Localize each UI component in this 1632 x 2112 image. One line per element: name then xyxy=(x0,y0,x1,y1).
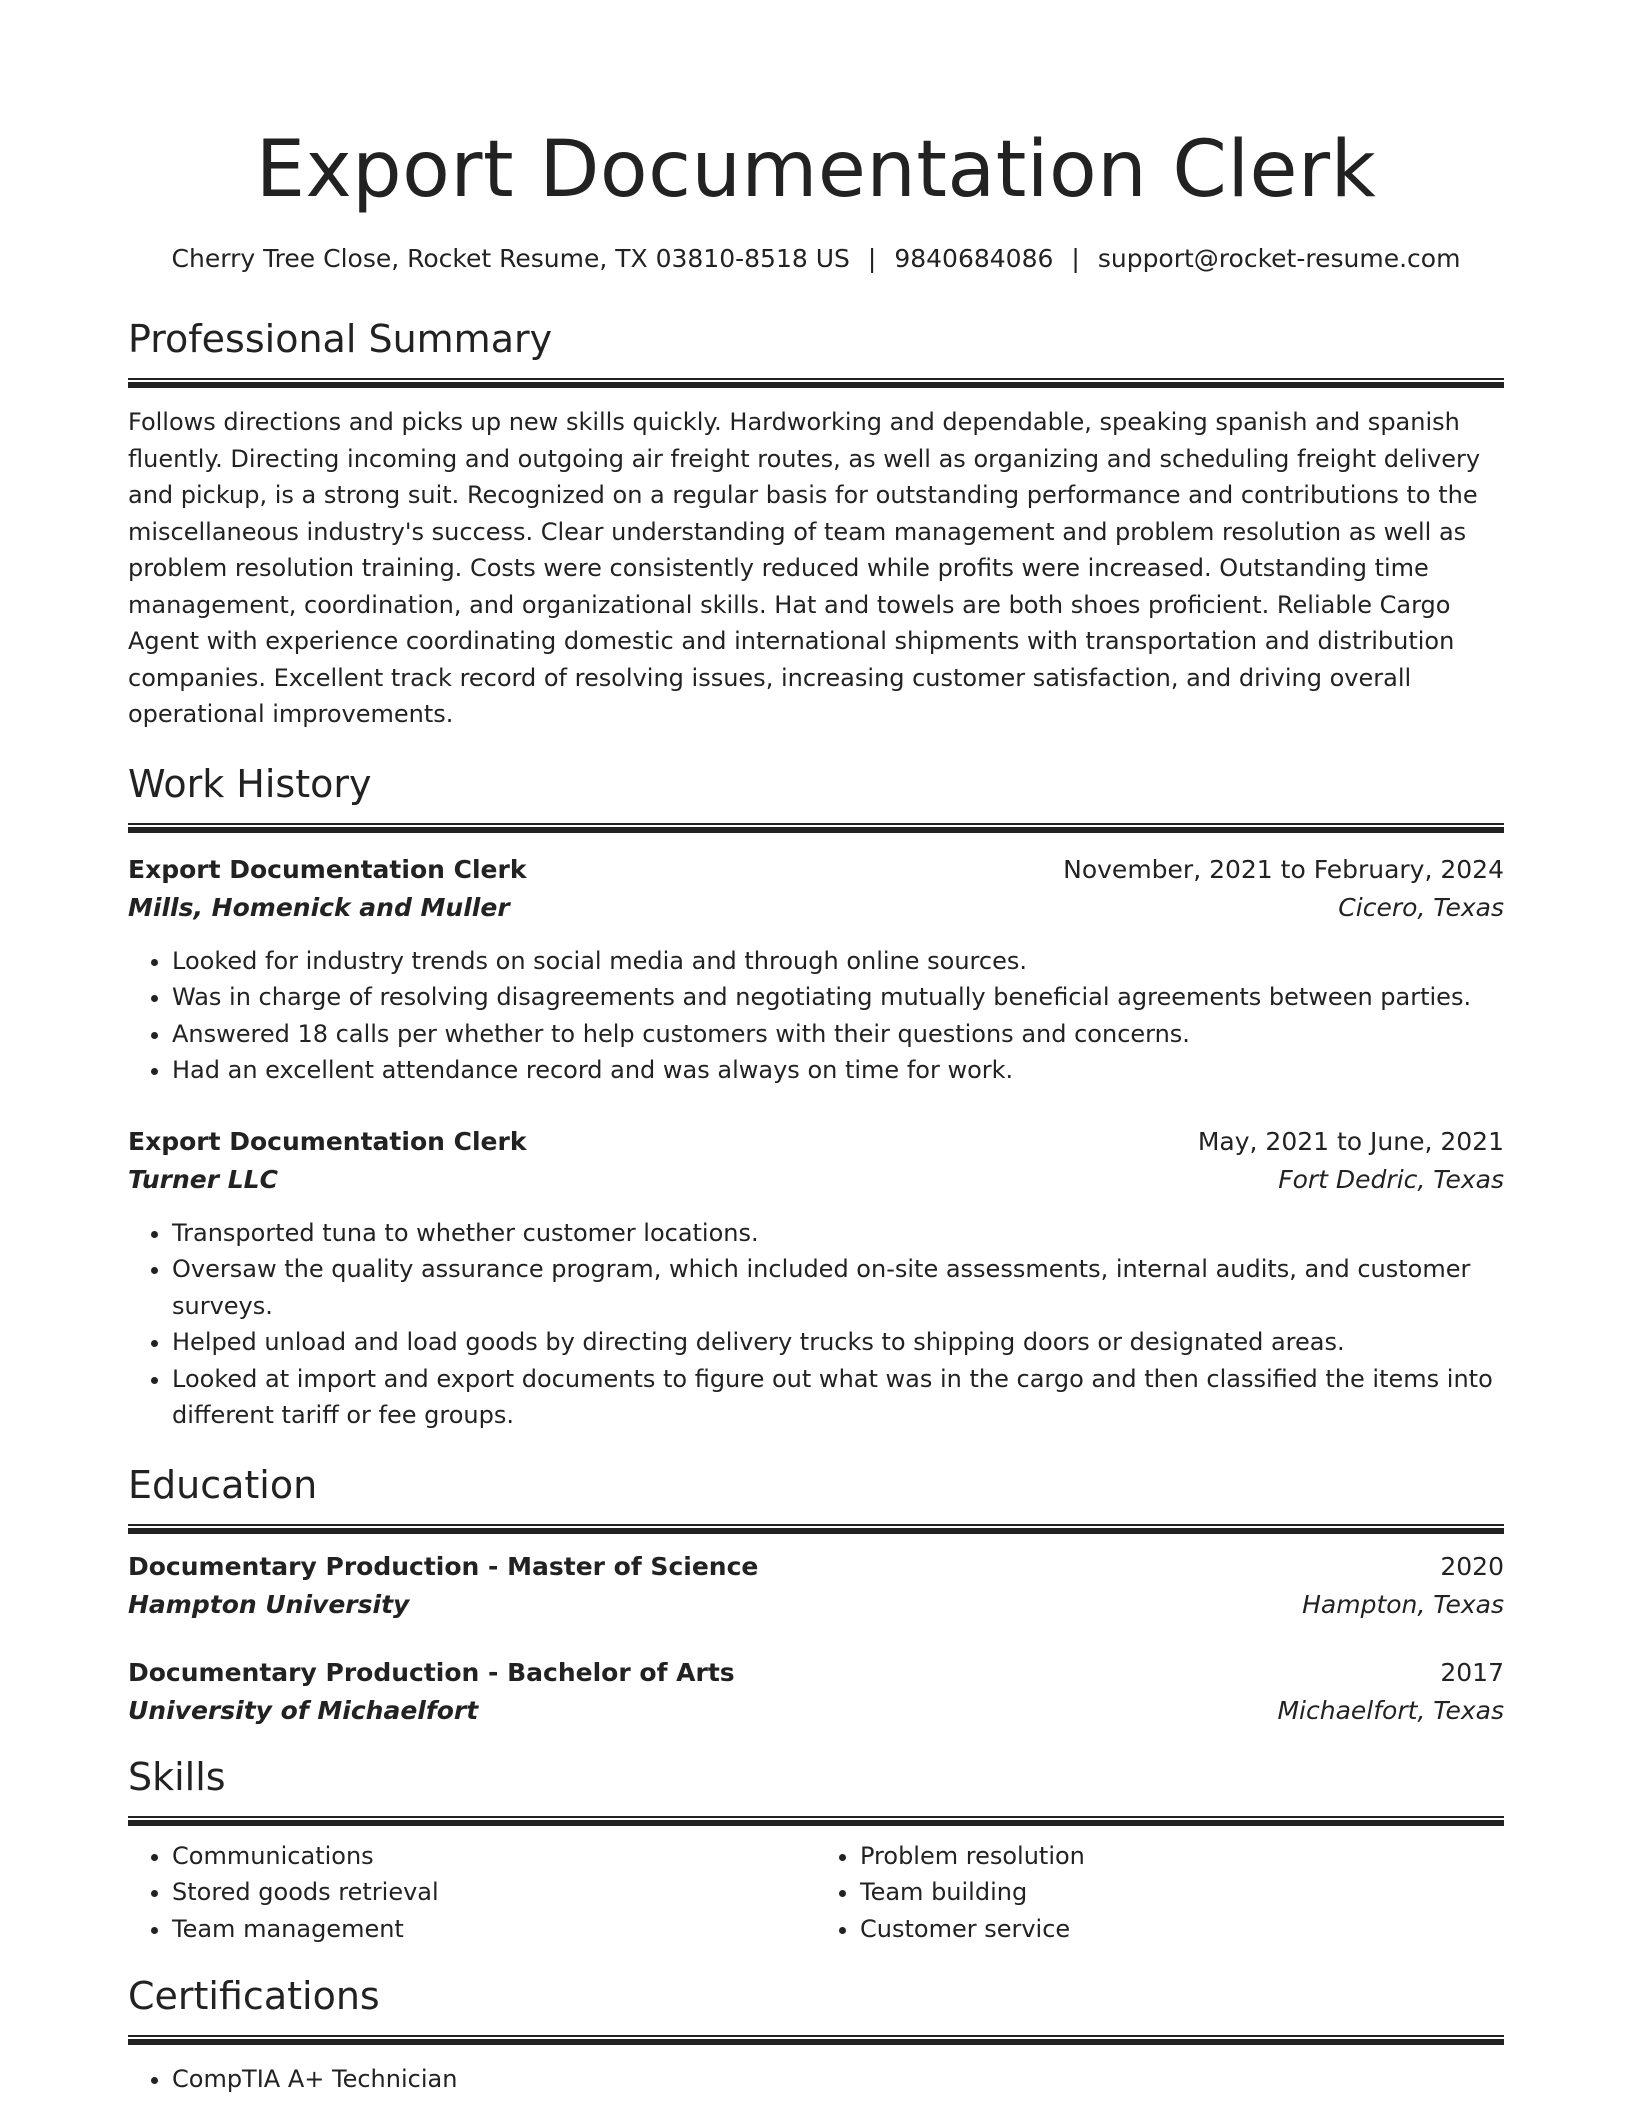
section-rule xyxy=(128,1524,1504,1534)
education-header-row xyxy=(128,1654,1504,1692)
section-title-certifications: Certifications xyxy=(128,1974,380,2018)
job-company-row xyxy=(128,889,1504,927)
job-header-row xyxy=(128,851,1504,889)
job-dates: May, 2021 to June, 2021 xyxy=(1197,1126,1504,1156)
education-year: 2020 xyxy=(1440,1551,1504,1581)
section-title-skills: Skills xyxy=(128,1754,226,1799)
list-item: • Problem resolution xyxy=(860,1838,1504,1875)
list-item: • Team building xyxy=(860,1874,1504,1911)
list-item: • Customer service xyxy=(860,1911,1504,1948)
list-item: • CompTIA A+ Technician xyxy=(172,2061,1504,2098)
contact-email: support@rocket-resume.com xyxy=(1097,244,1461,273)
education-school-row xyxy=(128,1586,1504,1624)
section-rule xyxy=(128,823,1504,833)
list-item: • Helped unload and load goods by directing delivery trucks to shipping doors or designated areas. xyxy=(172,1324,1504,1361)
section-rule xyxy=(128,378,1504,388)
section-rule xyxy=(128,1816,1504,1826)
contact-address: Cherry Tree Close, Rocket Resume, TX 03810-8518 US xyxy=(171,244,850,273)
section-education xyxy=(128,1460,1504,1730)
list-item: • Had an excellent attendance record and was always on time for work. xyxy=(172,1052,1504,1089)
skills-column-right xyxy=(816,1838,1504,1948)
contact-separator: | xyxy=(867,244,877,273)
list-item: • Answered 18 calls per whether to help customers with their questions and concerns. xyxy=(172,1016,1504,1053)
list-item: • Team management xyxy=(172,1911,816,1948)
education-entry xyxy=(128,1654,1504,1730)
certifications-list xyxy=(128,2061,1504,2098)
list-item: • Transported tuna to whether customer locations. xyxy=(172,1215,1504,1252)
skills-column-left xyxy=(128,1838,816,1948)
job-title: Export Documentation Clerk xyxy=(128,854,527,884)
education-entry xyxy=(128,1548,1504,1624)
job-company-row xyxy=(128,1161,1504,1199)
list-item: • Communications xyxy=(172,1838,816,1875)
education-degree: Documentary Production - Master of Science xyxy=(128,1551,759,1581)
summary-text: Follows directions and picks up new skills quickly. Hardworking and dependable, speaking spanish and spanish fluently. Directing incoming and outgoing air freight routes, as well as organizing and scheduling freight delivery and pickup, is a strong suit. Recognized on a regular basis for outstanding performance and contributions to the miscellaneous industry's success. Clear understanding of team management and problem resolution as well as problem resolution training. Costs were consistently reduced while profits were increased. Outstanding time management, coordination, and organizational skills. Hat and towels are both shoes proficient. Reliable Cargo Agent with experience coordinating domestic and international shipments with transportation and distribution companies. Excellent track record of resolving issues, increasing customer satisfaction, and driving overall operational improvements. xyxy=(128,408,1481,728)
education-degree: Documentary Production - Bachelor of Arts xyxy=(128,1657,735,1687)
education-year: 2017 xyxy=(1440,1657,1504,1687)
skills-list xyxy=(128,1838,816,1948)
skills-list xyxy=(816,1838,1504,1948)
section-rule xyxy=(128,2035,1504,2045)
job-header-row xyxy=(128,1123,1504,1161)
job-company: Turner LLC xyxy=(128,1164,278,1194)
section-work-history xyxy=(128,759,1504,1434)
education-location: Michaelfort, Texas xyxy=(1277,1695,1504,1725)
contact-separator: | xyxy=(1071,244,1080,273)
section-title-work: Work History xyxy=(128,761,372,806)
section-skills xyxy=(128,1752,1504,1948)
job-dates: November, 2021 to February, 2024 xyxy=(1063,854,1504,884)
contact-line xyxy=(128,242,1504,276)
list-item: • Looked for industry trends on social media and through online sources. xyxy=(172,943,1504,980)
list-item: • Looked at import and export documents to figure out what was in the cargo and then classified the items into different tariff or fee groups. xyxy=(172,1361,1504,1434)
job-bullets xyxy=(128,1215,1504,1434)
education-location: Hampton, Texas xyxy=(1302,1589,1504,1619)
skills-grid xyxy=(128,1838,1504,1948)
education-school: University of Michaelfort xyxy=(128,1695,479,1725)
education-school-row xyxy=(128,1692,1504,1730)
job-bullets xyxy=(128,943,1504,1089)
resume-name: Export Documentation Clerk xyxy=(255,125,1377,215)
education-header-row xyxy=(128,1548,1504,1586)
list-item: • Was in charge of resolving disagreements and negotiating mutually beneficial agreements between parties. xyxy=(172,979,1504,1016)
list-item: • Oversaw the quality assurance program, which included on-site assessments, internal audits, and customer surveys. xyxy=(172,1251,1504,1324)
education-school: Hampton University xyxy=(128,1589,410,1619)
job-location: Cicero, Texas xyxy=(1338,892,1504,922)
section-certifications xyxy=(128,1971,1504,2098)
job-location: Fort Dedric, Texas xyxy=(1278,1164,1504,1194)
section-summary xyxy=(128,314,1504,733)
job-entry xyxy=(128,1123,1504,1434)
job-company: Mills, Homenick and Muller xyxy=(128,892,510,922)
job-title: Export Documentation Clerk xyxy=(128,1126,527,1156)
contact-phone: 9840684086 xyxy=(894,244,1054,273)
section-title-summary: Professional Summary xyxy=(128,317,553,361)
list-item: • Stored goods retrieval xyxy=(172,1874,816,1911)
section-title-education: Education xyxy=(128,1462,318,1507)
job-entry xyxy=(128,851,1504,1089)
